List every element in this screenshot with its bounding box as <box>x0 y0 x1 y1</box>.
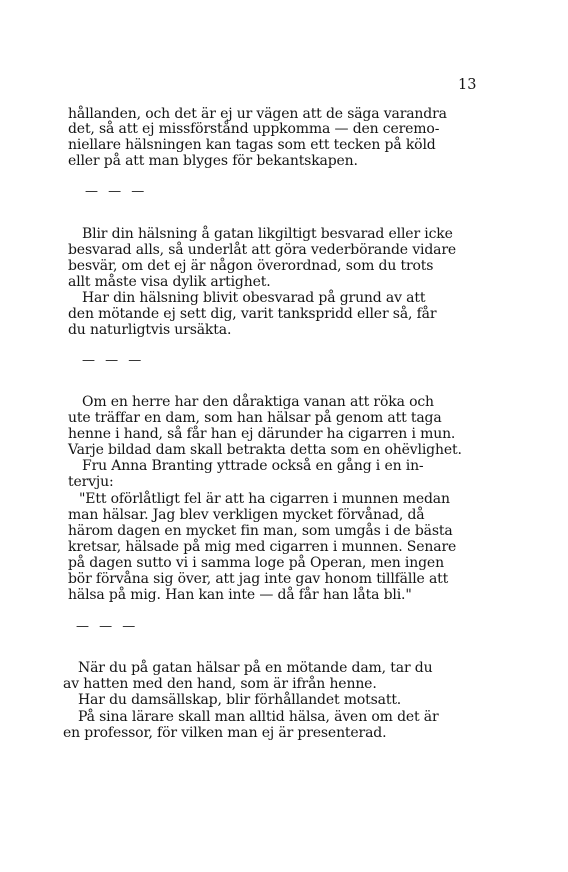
text-line: eller på att man blyges för bekantskapen. <box>68 153 358 169</box>
text-line: niellare hälsningen kan tagas som ett tecken på köld <box>68 137 436 153</box>
text-line: Har din hälsning blivit obesvarad på grund av att <box>82 290 426 306</box>
text-line: När du på gatan hälsar på en mötande dam, tar du <box>78 660 433 676</box>
text-line: Varje bildad dam skall betrakta detta som en ohëvlighet. <box>68 442 462 458</box>
text-line: henne i hand, så får han ej därunder ha cigarren i mun. <box>68 426 456 442</box>
section-separator: — — — <box>82 353 145 368</box>
section-separator: — — — <box>85 184 148 199</box>
text-line: den mötande ej sett dig, varit tankspridd eller så, får <box>68 306 437 322</box>
text-line: hälsa på mig. Han kan inte — då får han låta bli." <box>68 587 412 603</box>
text-line: en professor, för vilken man ej är presenterad. <box>63 725 387 741</box>
text-line: ute träffar en dam, som han hälsar på genom att taga <box>68 410 442 426</box>
text-line: du naturligtvis ursäkta. <box>68 322 232 338</box>
text-line: man hälsar. Jag blev verkligen mycket förvånad, då <box>68 507 425 523</box>
text-line: kretsar, hälsade på mig med cigarren i munnen. Senare <box>68 539 457 555</box>
text-line: Blir din hälsning å gatan likgiltigt besvarad eller icke <box>82 226 453 242</box>
text-line: besvarad alls, så underlåt att göra vederbörande vidare <box>68 242 457 258</box>
text-line: bör förvåna sig över, att jag inte gav honom tillfälle att <box>68 571 449 587</box>
text-line: Om en herre har den dåraktiga vanan att röka och <box>82 394 434 410</box>
text-line: på dagen sutto vi i samma loge på Operan, men ingen <box>68 555 444 571</box>
text-line: hållanden, och det är ej ur vägen att de säga varandra <box>68 106 447 122</box>
section-separator: — — — <box>76 619 139 634</box>
text-line: allt måste visa dylik artighet. <box>68 274 271 290</box>
text-line: På sina lärare skall man alltid hälsa, även om det är <box>78 709 439 725</box>
text-line: härom dagen en mycket fin man, som umgås i de bästa <box>68 523 453 539</box>
text-line: tervju: <box>68 474 114 490</box>
text-line: av hatten med den hand, som är ifrån henne. <box>63 676 377 692</box>
text-line: det, så att ej missförstånd uppkomma — den ceremo- <box>68 121 440 137</box>
text-line: "Ett oförlåtligt fel är att ha cigarren i munnen medan <box>79 491 450 507</box>
text-line: besvär, om det ej är någon överordnad, som du trots <box>68 258 434 274</box>
text-line: Fru Anna Branting yttrade också en gång i en in- <box>82 458 424 474</box>
text-line: Har du damsällskap, blir förhållandet motsatt. <box>78 692 402 708</box>
page-number: 13 <box>458 77 477 93</box>
